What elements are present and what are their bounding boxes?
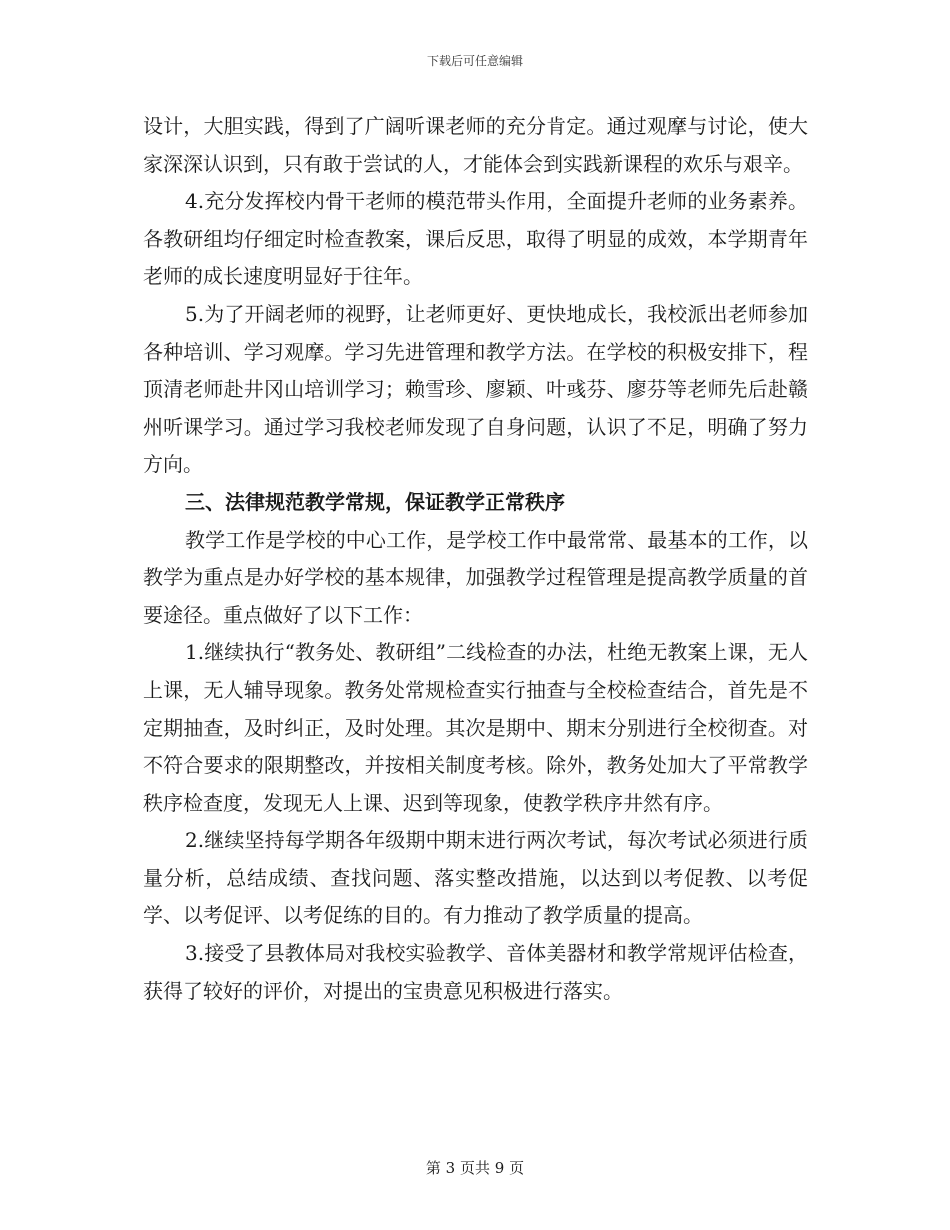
paragraph-item-4: 4.充分发挥校内骨干老师的模范带头作用，全面提升老师的业务素养。各教研组均仔细定时检查教案，课后反思，取得了明显的成效，本学期青年老师的成长速度明显好于往年。: [143, 189, 808, 289]
paragraph-item-3: 3.接受了县教体局对我校实验教学、音体美器材和教学常规评估检查，获得了较好的评价，对提出的宝贵意见积极进行落实。: [143, 941, 808, 1003]
page-header: 下载后可任意编辑: [426, 54, 523, 68]
paragraph-item-2: 2.继续坚持每学期各年级期中期末进行两次考试，每次考试必须进行质量分析，总结成绩、查找问题、落实整改措施，以达到以考促教、以考促学、以考促评、以考促练的目的。有力推动了教学质量的提高。: [143, 828, 808, 928]
page-number: 第 3 页共 9 页: [425, 1159, 525, 1177]
paragraph-continuation: 设计，大胆实践，得到了广阔听课老师的充分肯定。通过观摩与讨论，使大家深深认识到，只有敢于尝试的人，才能体会到实践新课程的欢乐与艰辛。: [143, 114, 808, 176]
document-body: [143, 108, 808, 1010]
section-heading: 三、法律规范教学常规，保证教学正常秩序: [185, 489, 565, 514]
paragraph-item-1: 1.继续执行“教务处、教研组”二线检查的办法，杜绝无教案上课，无人上课，无人辅导现象。教务处常规检查实行抽查与全校检查结合，首先是不定期抽查，及时纠正，及时处理。其次是期中、期末分别进行全校彻查。对不符合要求的限期整改，并按相关制度考核。除外，教务处加大了平常教学秩序检查度，发现无人上课、迟到等现象，使教学秩序井然有序。: [143, 640, 808, 815]
paragraph-intro: 教学工作是学校的中心工作，是学校工作中最常常、最基本的工作，以教学为重点是办好学校的基本规律，加强教学过程管理是提高教学质量的首要途径。重点做好了以下工作：: [143, 527, 808, 627]
paragraph-item-5: 5.为了开阔老师的视野，让老师更好、更快地成长，我校派出老师参加各种培训、学习观摩。学习先进管理和教学方法。在学校的积极安排下，程顶清老师赴井冈山培训学习；赖雪珍、廖颖、叶彧芬、廖芬等老师先后赴赣州听课学习。通过学习我校老师发现了自身问题，认识了不足，明确了努力方向。: [143, 301, 808, 477]
